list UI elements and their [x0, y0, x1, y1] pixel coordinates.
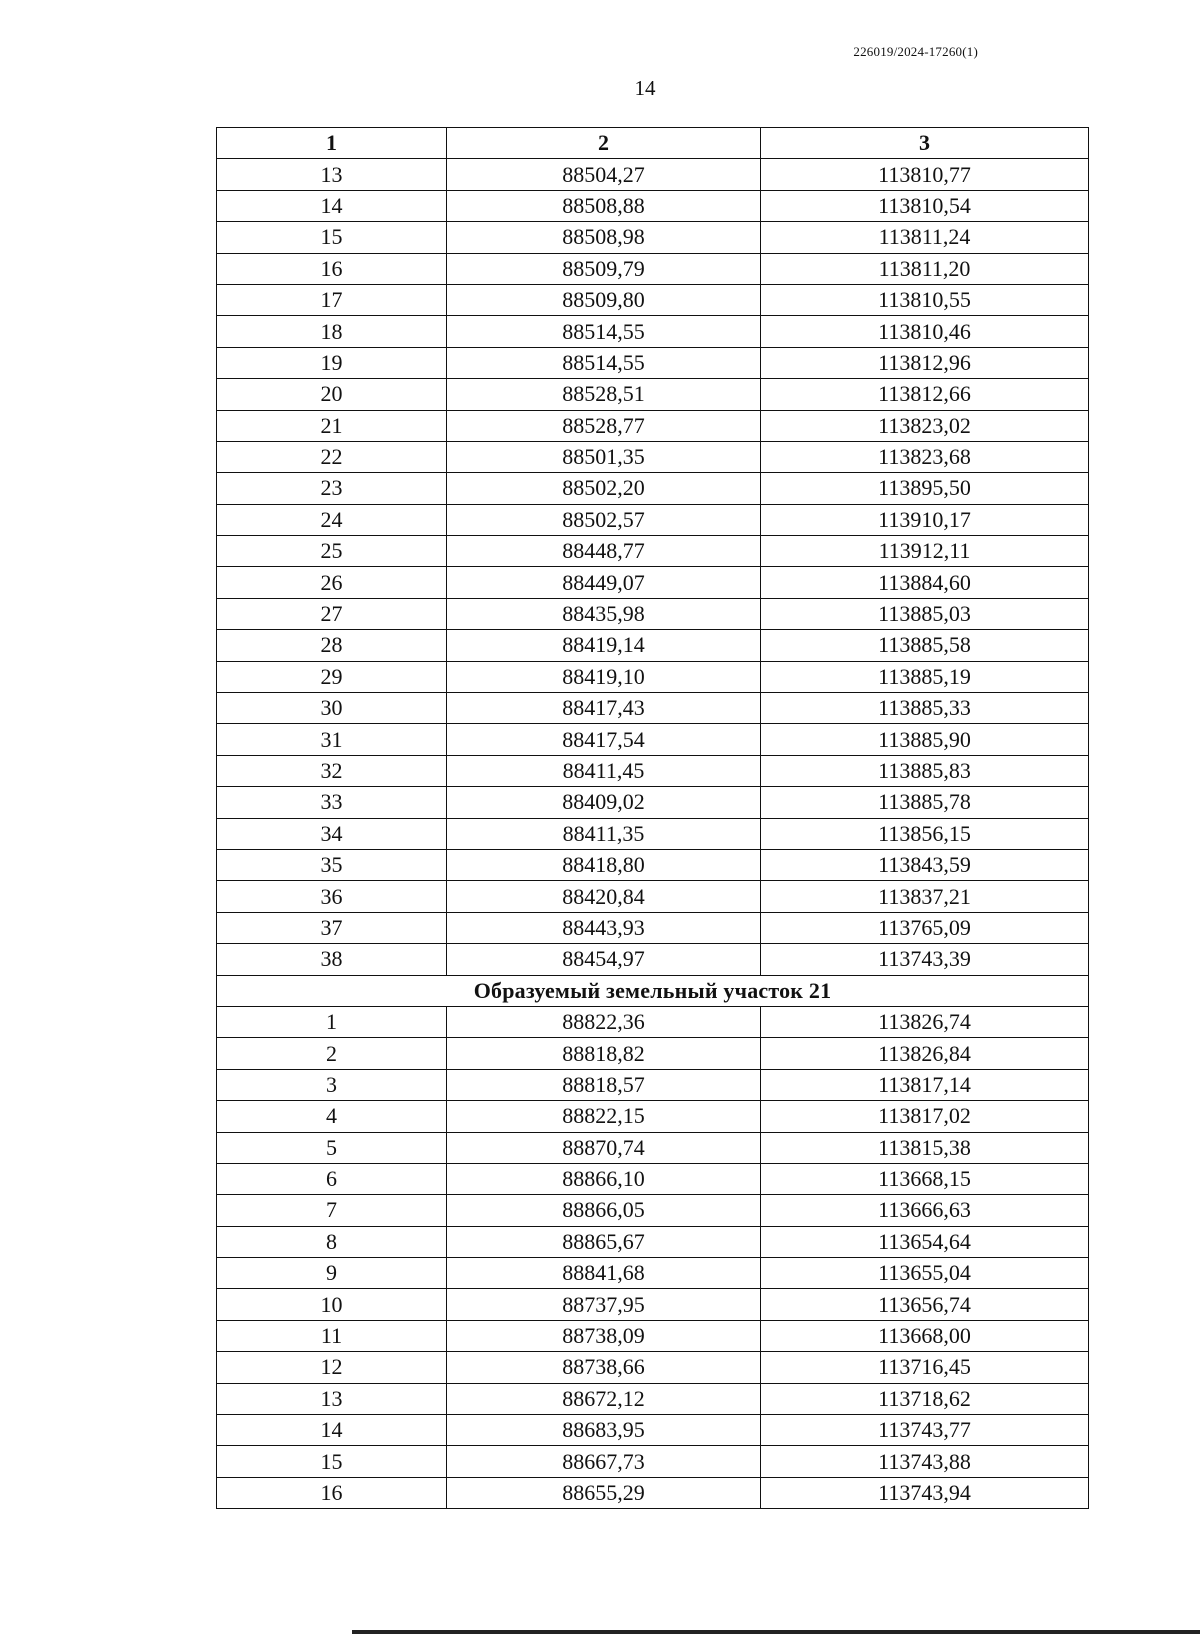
table-row — [217, 630, 1089, 661]
x-coordinate-cell: 88504,27 — [447, 159, 761, 190]
header-col-1: 1 — [217, 128, 447, 159]
table-row — [217, 504, 1089, 535]
table-row — [217, 912, 1089, 943]
x-coordinate-cell: 88737,95 — [447, 1289, 761, 1320]
point-number-cell: 1 — [217, 1006, 447, 1037]
table-row — [217, 1195, 1089, 1226]
point-number-cell: 11 — [217, 1320, 447, 1351]
y-coordinate-cell: 113655,04 — [761, 1258, 1089, 1289]
x-coordinate-cell: 88866,05 — [447, 1195, 761, 1226]
table-row — [217, 1289, 1089, 1320]
y-coordinate-cell: 113884,60 — [761, 567, 1089, 598]
point-number-cell: 16 — [217, 1477, 447, 1508]
y-coordinate-cell: 113885,58 — [761, 630, 1089, 661]
table-row — [217, 787, 1089, 818]
point-number-cell: 27 — [217, 598, 447, 629]
y-coordinate-cell: 113743,39 — [761, 944, 1089, 975]
y-coordinate-cell: 113826,74 — [761, 1006, 1089, 1037]
point-number-cell: 25 — [217, 536, 447, 567]
y-coordinate-cell: 113718,62 — [761, 1383, 1089, 1414]
point-number-cell: 36 — [217, 881, 447, 912]
x-coordinate-cell: 88448,77 — [447, 536, 761, 567]
table-row — [217, 410, 1089, 441]
x-coordinate-cell: 88420,84 — [447, 881, 761, 912]
table-row — [217, 253, 1089, 284]
page-number: 14 — [634, 76, 656, 100]
table-row — [217, 724, 1089, 755]
x-coordinate-cell: 88738,09 — [447, 1320, 761, 1351]
point-number-cell: 29 — [217, 661, 447, 692]
point-number-cell: 14 — [217, 190, 447, 221]
y-coordinate-cell: 113856,15 — [761, 818, 1089, 849]
section-title: Образуемый земельный участок 21 — [217, 975, 1089, 1006]
y-coordinate-cell: 113885,83 — [761, 755, 1089, 786]
y-coordinate-cell: 113812,96 — [761, 347, 1089, 378]
x-coordinate-cell: 88411,45 — [447, 755, 761, 786]
y-coordinate-cell: 113885,90 — [761, 724, 1089, 755]
x-coordinate-cell: 88435,98 — [447, 598, 761, 629]
x-coordinate-cell: 88528,51 — [447, 379, 761, 410]
x-coordinate-cell: 88502,20 — [447, 473, 761, 504]
point-number-cell: 6 — [217, 1163, 447, 1194]
x-coordinate-cell: 88865,67 — [447, 1226, 761, 1257]
y-coordinate-cell: 113843,59 — [761, 849, 1089, 880]
x-coordinate-cell: 88411,35 — [447, 818, 761, 849]
point-number-cell: 22 — [217, 441, 447, 472]
y-coordinate-cell: 113810,54 — [761, 190, 1089, 221]
point-number-cell: 16 — [217, 253, 447, 284]
point-number-cell: 34 — [217, 818, 447, 849]
x-coordinate-cell: 88870,74 — [447, 1132, 761, 1163]
point-number-cell: 32 — [217, 755, 447, 786]
table-row — [217, 881, 1089, 912]
point-number-cell: 7 — [217, 1195, 447, 1226]
table-row — [217, 1352, 1089, 1383]
section-header-row — [217, 975, 1089, 1006]
point-number-cell: 21 — [217, 410, 447, 441]
table-row — [217, 1038, 1089, 1069]
x-coordinate-cell: 88528,77 — [447, 410, 761, 441]
y-coordinate-cell: 113654,64 — [761, 1226, 1089, 1257]
y-coordinate-cell: 113668,00 — [761, 1320, 1089, 1351]
y-coordinate-cell: 113885,03 — [761, 598, 1089, 629]
y-coordinate-cell: 113817,02 — [761, 1101, 1089, 1132]
table-row — [217, 347, 1089, 378]
point-number-cell: 2 — [217, 1038, 447, 1069]
point-number-cell: 14 — [217, 1415, 447, 1446]
table-body-bottom — [217, 1006, 1089, 1508]
scan-edge-line — [352, 1630, 1200, 1634]
x-coordinate-cell: 88509,79 — [447, 253, 761, 284]
table-row — [217, 755, 1089, 786]
table-row — [217, 1132, 1089, 1163]
header-col-3: 3 — [761, 128, 1089, 159]
x-coordinate-cell: 88418,80 — [447, 849, 761, 880]
table-row — [217, 1006, 1089, 1037]
point-number-cell: 20 — [217, 379, 447, 410]
y-coordinate-cell: 113912,11 — [761, 536, 1089, 567]
table-row — [217, 1226, 1089, 1257]
y-coordinate-cell: 113812,66 — [761, 379, 1089, 410]
point-number-cell: 26 — [217, 567, 447, 598]
point-number-cell: 24 — [217, 504, 447, 535]
point-number-cell: 19 — [217, 347, 447, 378]
table-header-row — [217, 128, 1089, 159]
x-coordinate-cell: 88508,98 — [447, 222, 761, 253]
x-coordinate-cell: 88672,12 — [447, 1383, 761, 1414]
point-number-cell: 37 — [217, 912, 447, 943]
table-row — [217, 1258, 1089, 1289]
y-coordinate-cell: 113716,45 — [761, 1352, 1089, 1383]
y-coordinate-cell: 113885,33 — [761, 693, 1089, 724]
table-row — [217, 1477, 1089, 1508]
x-coordinate-cell: 88501,35 — [447, 441, 761, 472]
x-coordinate-cell: 88509,80 — [447, 284, 761, 315]
x-coordinate-cell: 88841,68 — [447, 1258, 761, 1289]
table-row — [217, 693, 1089, 724]
y-coordinate-cell: 113815,38 — [761, 1132, 1089, 1163]
x-coordinate-cell: 88683,95 — [447, 1415, 761, 1446]
point-number-cell: 13 — [217, 1383, 447, 1414]
y-coordinate-cell: 113743,94 — [761, 1477, 1089, 1508]
point-number-cell: 30 — [217, 693, 447, 724]
y-coordinate-cell: 113743,88 — [761, 1446, 1089, 1477]
y-coordinate-cell: 113666,63 — [761, 1195, 1089, 1226]
y-coordinate-cell: 113811,20 — [761, 253, 1089, 284]
x-coordinate-cell: 88419,14 — [447, 630, 761, 661]
x-coordinate-cell: 88822,36 — [447, 1006, 761, 1037]
table-row — [217, 1415, 1089, 1446]
point-number-cell: 23 — [217, 473, 447, 504]
y-coordinate-cell: 113885,78 — [761, 787, 1089, 818]
table-row — [217, 849, 1089, 880]
table-row — [217, 1383, 1089, 1414]
x-coordinate-cell: 88449,07 — [447, 567, 761, 598]
point-number-cell: 35 — [217, 849, 447, 880]
table-row — [217, 1320, 1089, 1351]
point-number-cell: 28 — [217, 630, 447, 661]
table-row — [217, 1101, 1089, 1132]
table-row — [217, 316, 1089, 347]
x-coordinate-cell: 88818,82 — [447, 1038, 761, 1069]
x-coordinate-cell: 88417,43 — [447, 693, 761, 724]
point-number-cell: 31 — [217, 724, 447, 755]
point-number-cell: 33 — [217, 787, 447, 818]
table-row — [217, 1163, 1089, 1194]
point-number-cell: 10 — [217, 1289, 447, 1320]
y-coordinate-cell: 113810,77 — [761, 159, 1089, 190]
point-number-cell: 38 — [217, 944, 447, 975]
x-coordinate-cell: 88822,15 — [447, 1101, 761, 1132]
table-row — [217, 159, 1089, 190]
point-number-cell: 13 — [217, 159, 447, 190]
y-coordinate-cell: 113823,02 — [761, 410, 1089, 441]
y-coordinate-cell: 113826,84 — [761, 1038, 1089, 1069]
x-coordinate-cell: 88419,10 — [447, 661, 761, 692]
y-coordinate-cell: 113817,14 — [761, 1069, 1089, 1100]
table-row — [217, 379, 1089, 410]
document-reference: 226019/2024-17260(1) — [853, 44, 978, 59]
point-number-cell: 15 — [217, 1446, 447, 1477]
x-coordinate-cell: 88417,54 — [447, 724, 761, 755]
x-coordinate-cell: 88454,97 — [447, 944, 761, 975]
x-coordinate-cell: 88655,29 — [447, 1477, 761, 1508]
table-body-top — [217, 159, 1089, 975]
point-number-cell: 8 — [217, 1226, 447, 1257]
table-row — [217, 818, 1089, 849]
x-coordinate-cell: 88514,55 — [447, 316, 761, 347]
coordinates-table — [216, 127, 1089, 1509]
section-header-body — [217, 975, 1089, 1006]
table-row — [217, 222, 1089, 253]
point-number-cell: 5 — [217, 1132, 447, 1163]
point-number-cell: 9 — [217, 1258, 447, 1289]
point-number-cell: 15 — [217, 222, 447, 253]
table-row — [217, 441, 1089, 472]
point-number-cell: 12 — [217, 1352, 447, 1383]
x-coordinate-cell: 88443,93 — [447, 912, 761, 943]
y-coordinate-cell: 113743,77 — [761, 1415, 1089, 1446]
table-row — [217, 1069, 1089, 1100]
y-coordinate-cell: 113765,09 — [761, 912, 1089, 943]
table-row — [217, 284, 1089, 315]
y-coordinate-cell: 113910,17 — [761, 504, 1089, 535]
header-col-2: 2 — [447, 128, 761, 159]
y-coordinate-cell: 113837,21 — [761, 881, 1089, 912]
table-row — [217, 1446, 1089, 1477]
y-coordinate-cell: 113885,19 — [761, 661, 1089, 692]
x-coordinate-cell: 88502,57 — [447, 504, 761, 535]
x-coordinate-cell: 88818,57 — [447, 1069, 761, 1100]
table-row — [217, 190, 1089, 221]
y-coordinate-cell: 113823,68 — [761, 441, 1089, 472]
table-row — [217, 661, 1089, 692]
x-coordinate-cell: 88514,55 — [447, 347, 761, 378]
point-number-cell: 18 — [217, 316, 447, 347]
x-coordinate-cell: 88667,73 — [447, 1446, 761, 1477]
x-coordinate-cell: 88409,02 — [447, 787, 761, 818]
y-coordinate-cell: 113810,46 — [761, 316, 1089, 347]
table-row — [217, 473, 1089, 504]
table-row — [217, 598, 1089, 629]
y-coordinate-cell: 113811,24 — [761, 222, 1089, 253]
y-coordinate-cell: 113668,15 — [761, 1163, 1089, 1194]
point-number-cell: 3 — [217, 1069, 447, 1100]
y-coordinate-cell: 113656,74 — [761, 1289, 1089, 1320]
table-row — [217, 944, 1089, 975]
x-coordinate-cell: 88866,10 — [447, 1163, 761, 1194]
table-row — [217, 567, 1089, 598]
y-coordinate-cell: 113895,50 — [761, 473, 1089, 504]
y-coordinate-cell: 113810,55 — [761, 284, 1089, 315]
point-number-cell: 4 — [217, 1101, 447, 1132]
point-number-cell: 17 — [217, 284, 447, 315]
x-coordinate-cell: 88738,66 — [447, 1352, 761, 1383]
x-coordinate-cell: 88508,88 — [447, 190, 761, 221]
table-row — [217, 536, 1089, 567]
